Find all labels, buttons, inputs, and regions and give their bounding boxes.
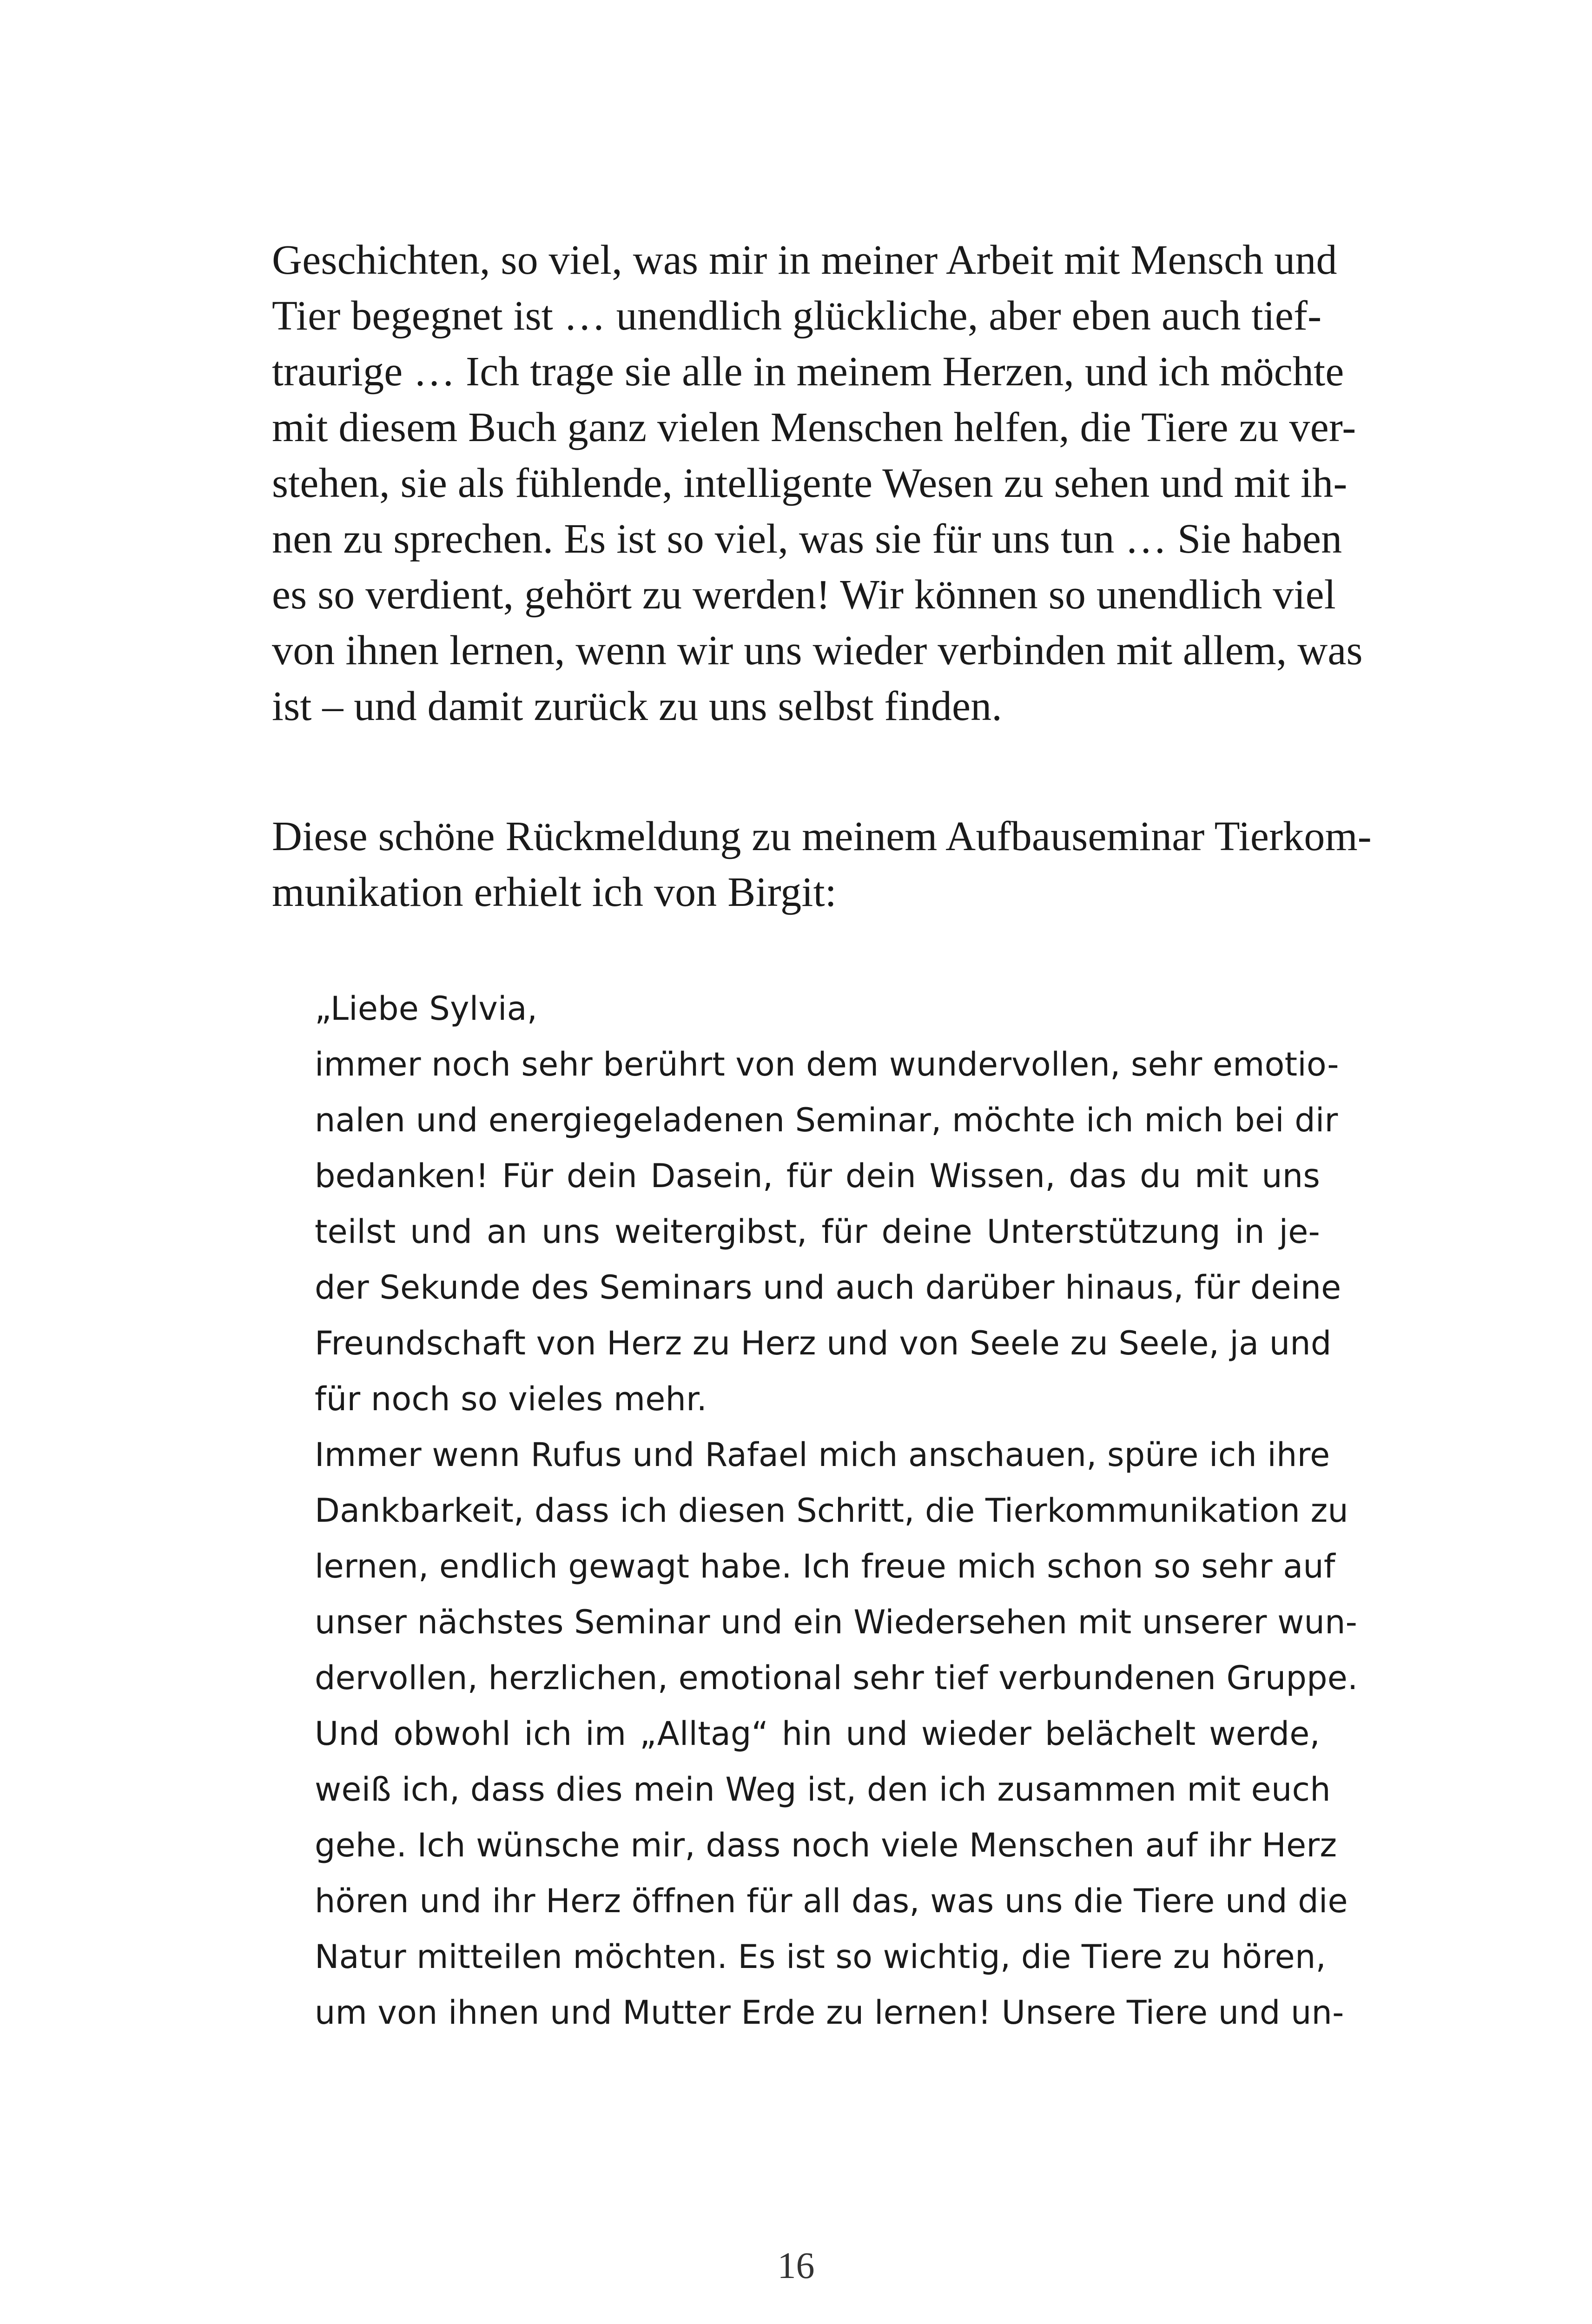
quote-line: Und obwohl ich im „Alltag“ hin und wieder belächelt werde, <box>315 1715 1320 1753</box>
quote-line: nalen und energiegeladenen Seminar, möchte ich mich bei dir <box>315 1101 1338 1139</box>
quote-line: unser nächstes Seminar und ein Wiedersehen mit unserer wun- <box>315 1603 1358 1641</box>
quote-line: Immer wenn Rufus und Rafael mich anschauen, spüre ich ihre <box>315 1436 1330 1474</box>
quote-line: Freundschaft von Herz zu Herz und von Seele zu Seele, ja und <box>315 1324 1332 1362</box>
text-line: munikation erhielt ich von Birgit: <box>272 869 837 915</box>
text-line: Geschichten, so viel, was mir in meiner Arbeit mit Mensch und <box>272 237 1337 283</box>
text-line: es so verdient, gehört zu werden! Wir können so unendlich viel <box>272 572 1336 618</box>
quote-line: für noch so vieles mehr. <box>315 1380 707 1418</box>
quote-line: der Sekunde des Seminars und auch darüber hinaus, für deine <box>315 1268 1341 1307</box>
text-line: nen zu sprechen. Es ist so viel, was sie für uns tun … Sie haben <box>272 516 1342 562</box>
text-line: ist – und damit zurück zu uns selbst finden. <box>272 683 1003 729</box>
quote-line: teilst und an uns weitergibst, für deine Unterstützung in je- <box>315 1213 1320 1251</box>
quote-line: weiß ich, dass dies mein Weg ist, den ich zusammen mit euch <box>315 1770 1331 1809</box>
text-line: von ihnen lernen, wenn wir uns wieder verbinden mit allem, was <box>272 627 1363 673</box>
quote-line: immer noch sehr berührt von dem wundervollen, sehr emotio- <box>315 1045 1339 1083</box>
text-line: Tier begegnet ist … unendlich glückliche, aber eben auch tief- <box>272 293 1322 339</box>
text-line: Diese schöne Rückmeldung zu meinem Aufbauseminar Tierkom- <box>272 813 1372 859</box>
quote-line: bedanken! Für dein Dasein, für dein Wissen, das du mit uns <box>315 1157 1320 1195</box>
text-line: traurige … Ich trage sie alle in meinem Herzen, und ich möchte <box>272 349 1344 395</box>
quote-line: gehe. Ich wünsche mir, dass noch viele Menschen auf ihr Herz <box>315 1826 1337 1864</box>
quote-line: um von ihnen und Mutter Erde zu lernen! Unsere Tiere und un- <box>315 1994 1344 2032</box>
page-number: 16 <box>777 2245 815 2286</box>
quote-line: lernen, endlich gewagt habe. Ich freue mich schon so sehr auf <box>315 1547 1335 1585</box>
quote-line: dervollen, herzlichen, emotional sehr tief verbundenen Gruppe. <box>315 1659 1358 1697</box>
quote-line: Natur mitteilen möchten. Es ist so wichtig, die Tiere zu hören, <box>315 1938 1326 1976</box>
quote-line: Dankbarkeit, dass ich diesen Schritt, die Tierkommunikation zu <box>315 1492 1348 1530</box>
text-line: stehen, sie als fühlende, intelligente Wesen zu sehen und mit ih- <box>272 460 1348 506</box>
text-line: mit diesem Buch ganz vielen Menschen helfen, die Tiere zu ver- <box>272 404 1356 450</box>
quote-line: hören und ihr Herz öffnen für all das, was uns die Tiere und die <box>315 1882 1348 1920</box>
quote-line: „Liebe Sylvia, <box>315 990 538 1028</box>
